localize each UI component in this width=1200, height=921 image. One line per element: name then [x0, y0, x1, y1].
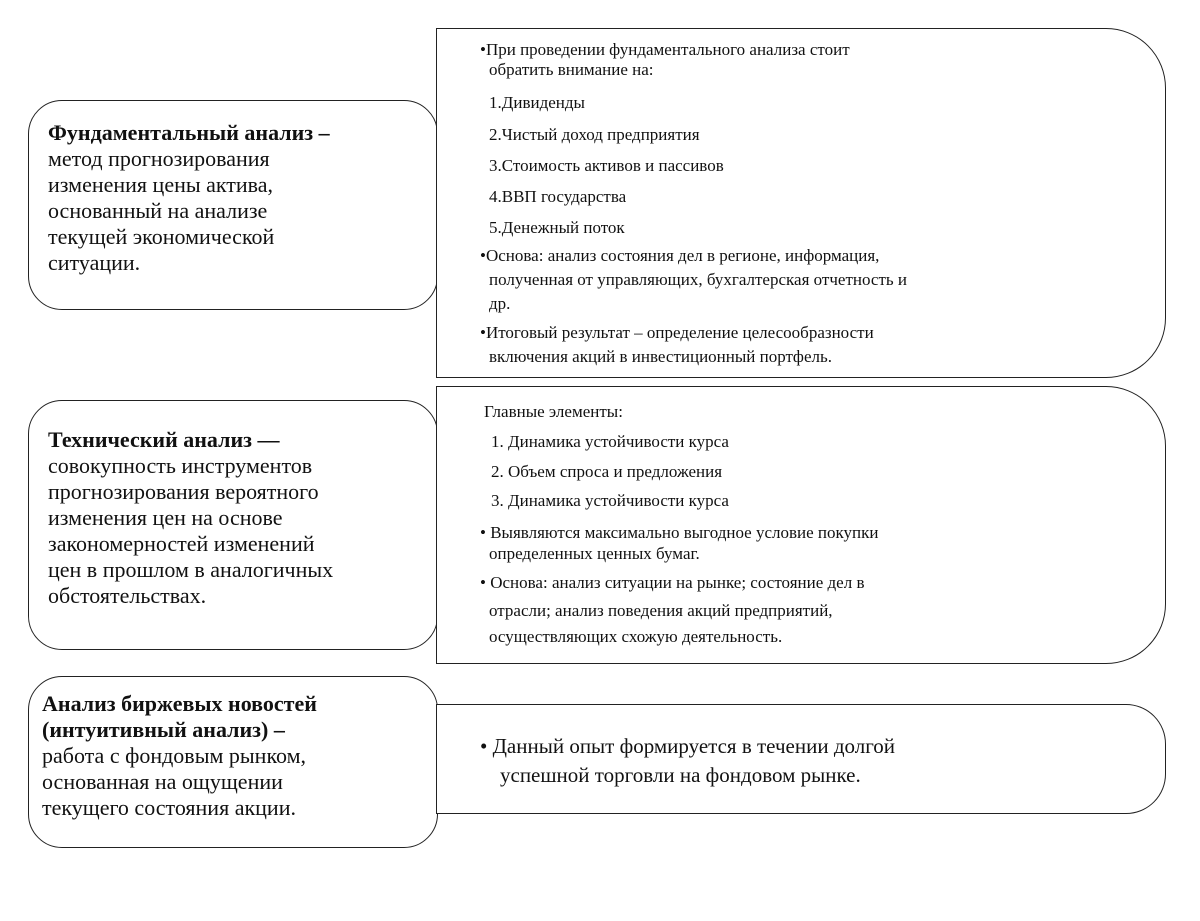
- desc-line: полученная от управляющих, бухгалтерская отчетность и: [489, 270, 907, 289]
- desc-line: отрасли; анализ поведения акций предприятий,: [489, 601, 833, 620]
- list-item: 3.Стоимость активов и пассивов: [489, 156, 724, 175]
- desc-line: • Основа: анализ ситуации на рынке; состояние дел в: [480, 573, 865, 592]
- term-line: ситуации.: [48, 250, 141, 275]
- list-item: 5.Денежный поток: [489, 218, 625, 237]
- term-title: Технический анализ: [48, 427, 252, 452]
- term-title: (интуитивный анализ): [42, 717, 269, 742]
- desc-line: включения акций в инвестиционный портфель.: [489, 347, 832, 366]
- desc-line: определенных ценных бумаг.: [489, 544, 700, 563]
- term-line: обстоятельствах.: [48, 583, 207, 608]
- list-item: 1. Динамика устойчивости курса: [491, 432, 729, 451]
- term-line: закономерностей изменений: [48, 531, 315, 556]
- technical-analysis-term: Технический анализ — совокупность инструментов прогнозирования вероятного изменения цен на основе закономерностей изменений цен в прошлом в аналогичных обстоятельствах.: [48, 427, 438, 609]
- desc-line: •Основа: анализ состояния дел в регионе, информация,: [480, 246, 880, 265]
- list-item: 2.Чистый доход предприятия: [489, 125, 700, 144]
- term-line: прогнозирования вероятного: [48, 479, 319, 504]
- term-line: основанный на анализе: [48, 198, 268, 223]
- list-item: 2. Объем спроса и предложения: [491, 462, 723, 481]
- list-item: 4.ВВП государства: [489, 187, 627, 206]
- term-line: изменения цены актива,: [48, 172, 274, 197]
- term-line: основанная на ощущении: [42, 769, 283, 794]
- news-analysis-term: Анализ биржевых новостей (интуитивный анализ) – работа с фондовым рынком, основанная на ощущении текущего состояния акции.: [42, 691, 432, 821]
- list-item: 3. Динамика устойчивости курса: [491, 491, 729, 510]
- fundamental-analysis-term: Фундаментальный анализ – метод прогнозирования изменения цены актива, основанный на анализе текущей экономической ситуации.: [48, 120, 428, 276]
- desc-heading: Главные элементы:: [484, 402, 623, 421]
- term-line: работа с фондовым рынком,: [42, 743, 307, 768]
- term-line: изменения цен на основе: [48, 505, 283, 530]
- desc-line: •Итоговый результат – определение целесообразности: [480, 323, 874, 342]
- term-line: текущей экономической: [48, 224, 275, 249]
- desc-line: • Данный опыт формируется в течении долгой: [480, 734, 896, 758]
- term-line: текущего состояния акции.: [42, 795, 296, 820]
- news-analysis-description-box: [436, 704, 1166, 814]
- term-line: цен в прошлом в аналогичных: [48, 557, 334, 582]
- desc-line: •При проведении фундаментального анализа стоит: [480, 40, 850, 59]
- desc-line: • Выявляются максимально выгодное условие покупки: [480, 523, 879, 542]
- desc-line: осуществляющих схожую деятельность.: [489, 627, 783, 646]
- term-line: совокупность инструментов: [48, 453, 313, 478]
- desc-line: обратить внимание на:: [489, 60, 654, 79]
- term-title: Анализ биржевых новостей: [42, 691, 317, 716]
- list-item: 1.Дивиденды: [489, 93, 585, 112]
- term-line: метод прогнозирования: [48, 146, 270, 171]
- desc-line: др.: [489, 294, 511, 313]
- desc-line: успешной торговли на фондовом рынке.: [500, 763, 861, 787]
- term-title: Фундаментальный анализ: [48, 120, 314, 145]
